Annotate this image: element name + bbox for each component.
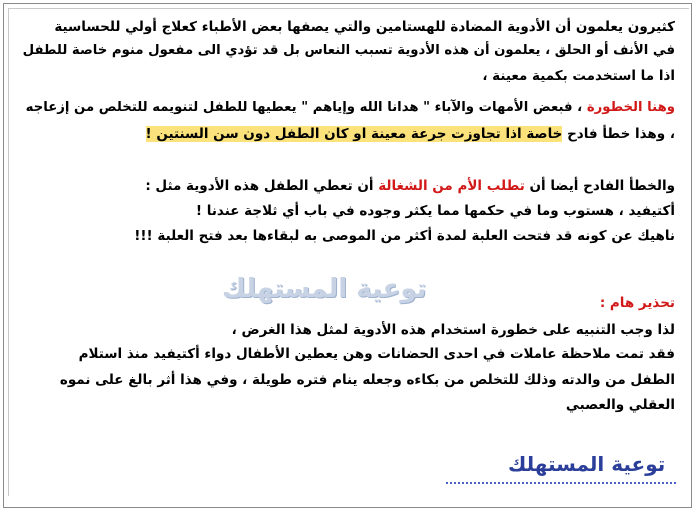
warning-line3: الطفل من والدته وذلك للتخلص من بكاءه وجعله ينام فتره طويلة ، وفي هذا أثر بالغ على نموه [59, 372, 675, 388]
paragraph3-line7: أكتيفيد ، هستوب وما في حكمها مما يكثر وجوده في باب أي ثلاجة عندنا ! [195, 203, 675, 219]
warning-line2: فقد تمت ملاحظة عاملات في احدى الحضانات وهن يعطين الأطفال دواء أكتيفيد منذ استلام [78, 346, 675, 362]
paragraph3-line6 [145, 176, 675, 196]
paragraph3-line6-rest: أن تعطي الطفل هذه الأدوية مثل : [145, 178, 374, 194]
highlighted-warning: خاصة اذا تجاوزت جرعة معينة او كان الطفل دون سن السنتين ! [145, 126, 563, 142]
warning-title: تحذير هام : [599, 295, 675, 311]
watermark-text: توعية المستهلك [222, 274, 427, 304]
paragraph2-line5-start: ، وهذا خطأ فادح [567, 126, 675, 142]
paragraph2-line5 [146, 124, 675, 144]
warning-line4: العقلي والعصبي [565, 397, 675, 413]
footer-title: توعية المستهلك [508, 452, 666, 476]
paragraph3-line8: ناهيك عن كونه قد فتحت العلبة لمدة أكثر من الموصى به لبقاءها بعد فتح العلبة !!! [134, 228, 675, 244]
maid-warning: تطلب الأم من الشغالة [378, 178, 525, 194]
paragraph1-line3: اذا ما استخدمت بكمية معينة ، [482, 68, 675, 84]
paragraph2-line4 [26, 98, 675, 118]
paragraph3-line6-start: والخطأ الفادح أيضا أن [529, 178, 675, 194]
danger-label: وهنا الخطورة [586, 100, 675, 115]
footer-dotted-rule [446, 482, 676, 484]
warning-line1: لذا وجب التنبيه على خطورة استخدام هذه الأدوية لمثل هذا الغرض ، [231, 322, 675, 338]
paragraph1-line1: كثيرون يعلمون أن الأدوية المضادة للهستامين والتي يصفها بعض الأطباء كعلاج أولي للحساسية [54, 19, 675, 35]
paragraph1-line2: في الأنف أو الحلق ، يعلمون أن هذه الأدوية تسبب النعاس بل قد تؤدي الى مفعول منوم خاصة للطفل [22, 43, 675, 58]
paragraph2-line4-rest: ، فبعض الأمهات والآباء " هدانا الله وإياهم " يعطيها للطفل لتنويمه للتخلص من إزعاجه [25, 100, 583, 115]
